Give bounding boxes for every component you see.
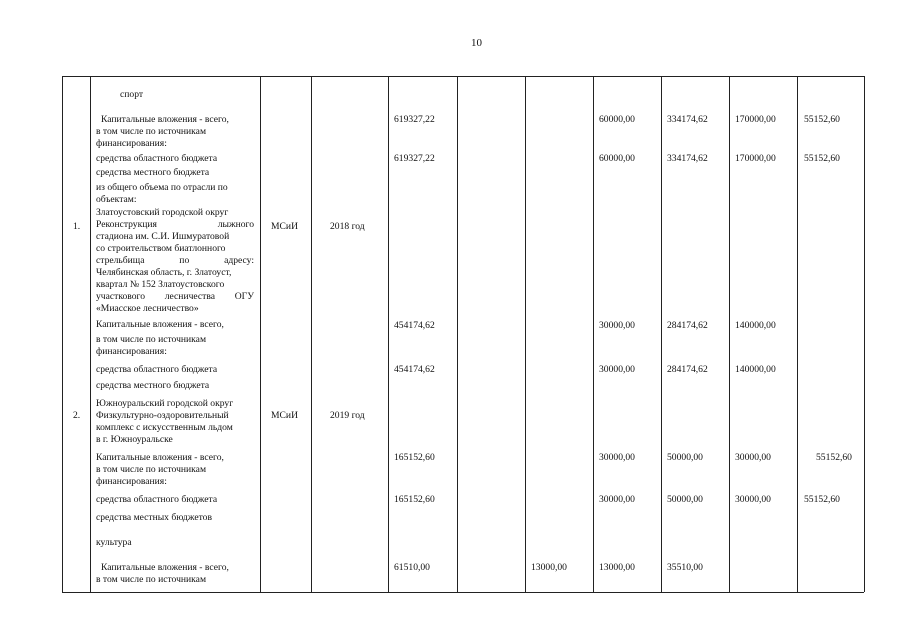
description-line: в г. Южноуральске (96, 434, 173, 445)
row-label-line2: в том числе по источникам (96, 464, 207, 475)
table-border-bottom (62, 592, 864, 593)
row-label: Капитальные вложения - всего, (101, 114, 229, 125)
description-line: стрельбища по адресу: (96, 255, 254, 266)
table-border-top (62, 76, 864, 77)
description-line: «Миасское лесничество» (96, 303, 199, 314)
cell-col8: 140000,00 (735, 320, 776, 331)
cell-col6: 30000,00 (599, 364, 635, 375)
cell-total: 165152,60 (394, 452, 435, 463)
cell-col9: 55152,60 (804, 494, 840, 505)
description-line: комплекс с искусственным льдом (96, 422, 233, 433)
cell-col9: 55152,60 (804, 114, 840, 125)
column-divider (260, 76, 261, 592)
cell-col7: 284174,62 (667, 320, 708, 331)
section-heading-culture: культура (96, 537, 132, 548)
objects-header-line2: объектам: (96, 194, 137, 205)
object-description (96, 207, 254, 315)
cell-col9: 55152,60 (804, 153, 840, 164)
cell-total: 454174,62 (394, 320, 435, 331)
description-line: со строительством биатлонного (96, 243, 226, 254)
row-label: Капитальные вложения - всего, (101, 562, 229, 573)
cell-col8: 30000,00 (735, 494, 771, 505)
cell-col7: 284174,62 (667, 364, 708, 375)
description-line: Челябинская область, г. Златоуст, (96, 267, 232, 278)
description-line: Златоустовский городской округ (96, 207, 229, 218)
column-divider (661, 76, 662, 592)
row-label: Капитальные вложения - всего, (96, 319, 224, 330)
cell-col6: 30000,00 (599, 494, 635, 505)
ministry-cell: МСиИ (271, 221, 298, 232)
cell-total: 454174,62 (394, 364, 435, 375)
row-label-mest-object-2: средства местных бюджетов (96, 512, 212, 523)
cell-col5: 13000,00 (531, 562, 567, 573)
column-divider (593, 76, 594, 592)
section-heading-sport: спорт (120, 89, 144, 100)
cell-col7: 334174,62 (667, 153, 708, 164)
row-label: средства областного бюджета (96, 153, 218, 164)
description-line: Реконструкция лыжного (96, 219, 254, 230)
cell-col7: 334174,62 (667, 114, 708, 125)
cell-col7: 50000,00 (667, 452, 703, 463)
cell-col6: 30000,00 (599, 320, 635, 331)
row-label-line2: в том числе по источникам (96, 334, 207, 345)
cell-col8: 170000,00 (735, 153, 776, 164)
row-number: 2. (73, 410, 81, 421)
row-label-line3: финансирования: (96, 476, 167, 487)
cell-col8: 30000,00 (735, 452, 771, 463)
column-divider (388, 76, 389, 592)
cell-total: 165152,60 (394, 494, 435, 505)
table-border-left (62, 76, 63, 592)
year-cell: 2019 год (330, 410, 365, 421)
cell-col6: 13000,00 (599, 562, 635, 573)
cell-col8: 140000,00 (735, 364, 776, 375)
objects-header: из общего объема по отрасли по (96, 182, 228, 193)
cell-col7: 35510,00 (667, 562, 703, 573)
ministry-cell: МСиИ (271, 410, 298, 421)
object-description (96, 398, 254, 446)
cell-col8: 170000,00 (735, 114, 776, 125)
table-border-right (864, 76, 865, 592)
page-number: 10 (471, 37, 482, 49)
cell-col6: 30000,00 (599, 452, 635, 463)
year-cell: 2018 год (330, 221, 365, 232)
description-line: Физкультурно-оздоровительный (96, 410, 229, 421)
column-divider (90, 76, 91, 592)
description-line: стадиона им. С.И. Ишмуратовой (96, 231, 230, 242)
description-line: Южноуральский городской округ (96, 398, 234, 409)
row-label-line2: в том числе по источникам (96, 574, 207, 585)
cell-col6: 60000,00 (599, 153, 635, 164)
column-divider (457, 76, 458, 592)
description-line: квартал № 152 Златоустовского (96, 279, 225, 290)
column-divider (729, 76, 730, 592)
column-divider (525, 76, 526, 592)
column-divider (797, 76, 798, 592)
description-line: участкового лесничества ОГУ (96, 291, 254, 302)
cell-total: 619327,22 (394, 114, 435, 125)
cell-total: 61510,00 (394, 562, 430, 573)
cell-col6: 60000,00 (599, 114, 635, 125)
row-label: средства областного бюджета (96, 494, 218, 505)
row-label: средства областного бюджета (96, 364, 218, 375)
cell-col9: 55152,60 (816, 452, 852, 463)
row-label-line3: финансирования: (96, 138, 167, 149)
row-label-mest-object-1: средства местного бюджета (96, 380, 210, 391)
row-label-line2: в том числе по источникам (96, 126, 207, 137)
row-label-mest-sport: средства местного бюджета (96, 167, 210, 178)
row-label-line3: финансирования: (96, 346, 167, 357)
row-label: Капитальные вложения - всего, (96, 452, 224, 463)
cell-total: 619327,22 (394, 153, 435, 164)
column-divider (311, 76, 312, 592)
row-number: 1. (73, 221, 81, 232)
cell-col7: 50000,00 (667, 494, 703, 505)
